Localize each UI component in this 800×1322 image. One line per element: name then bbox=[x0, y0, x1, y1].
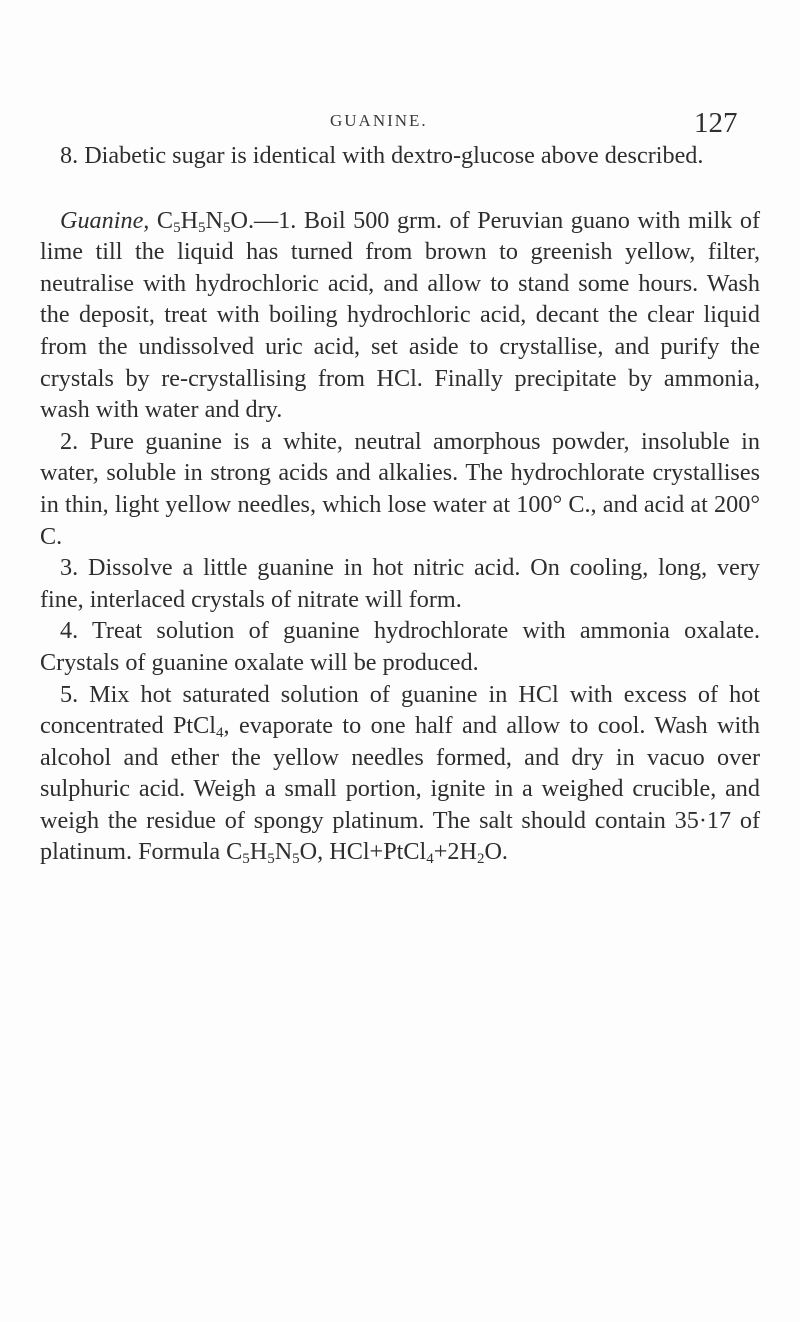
preparation-text: 1. Boil 500 grm. of Peruvian guano with milk of lime till the liquid has turned from brown to greenish yellow, filter, neutralise with hydrochloric acid, and allow to stand some hours. Wash the deposit, treat with boiling hydrochloric acid, decant the clear liquid from the undissolved uric acid, set aside to crystallise, and purify the crystals by re-crystallising from HCl. Finally precipitate by ammonia, wash with water and dry. bbox=[40, 206, 761, 424]
page-number: 127 bbox=[694, 107, 738, 139]
guanine-formula: $C_5H_5N_5O.—$ bbox=[156, 206, 279, 236]
paragraph-diabetic-sugar: 8. Diabetic sugar is identical with dextro-glucose above described. bbox=[60, 142, 704, 169]
paragraph-nitric-acid-test: 3. Dissolve a little guanine in hot nitric acid. On cooling, long, very fine, interlaced crystals of nitrate will form. bbox=[40, 554, 760, 613]
paragraph-guanine-preparation bbox=[40, 205, 760, 426]
running-title: GUANINE. bbox=[330, 111, 428, 130]
paragraph-platinum-salt: 5. Mix hot saturated solution of guanine in HCl with excess of hot concentrated PtCl$_4$, evaporate to one half and allow to cool. Wash with alcohol and ether the yellow needles formed, and dry in vacuo over sulphuric acid. Weigh a small portion, ignite in a weighed crucible, and weigh the residue of spongy platinum. The salt should contain 35·17 of platinum. Formula $C_5H_5N_5O$, $HCl+PtCl_4+2H_2O$. bbox=[40, 680, 760, 868]
paragraph-oxalate-test: 4. Treat solution of guanine hydrochlorate with ammonia oxalate. Crystals of guanine oxalate will be produced. bbox=[40, 617, 760, 676]
section-title-guanine: Guanine, bbox=[60, 206, 150, 234]
paragraph-pure-guanine: 2. Pure guanine is a white, neutral amorphous powder, insoluble in water, soluble in strong acids and alkalies. The hydrochlorate crystallises in thin, light yellow needles, which lose water at 100° C., and acid at 200° C. bbox=[40, 427, 760, 550]
running-head bbox=[0, 107, 800, 137]
body-text bbox=[40, 140, 760, 868]
